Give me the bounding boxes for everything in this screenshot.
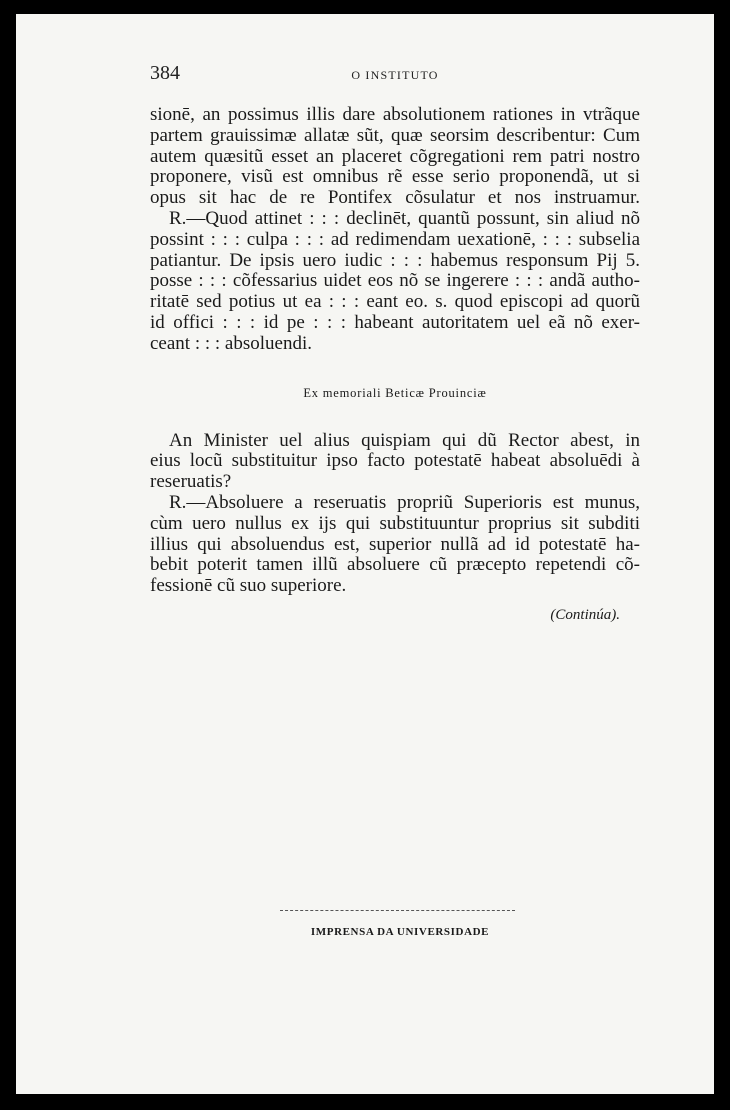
text-line: illius qui absoluendus est, superior nullã ad id potestatē ha- — [150, 534, 640, 555]
text-line: opus sit hac de re Pontifex cõsulatur et nos instruamur. — [150, 188, 640, 209]
section-heading: Ex memoriali Beticæ Prouinciæ — [303, 385, 487, 400]
text-line: partem grauissimæ allatæ sũt, quæ seorsim describentur: Cum — [150, 125, 640, 146]
running-title: O INSTITUTO — [351, 68, 439, 82]
page-number: 384 — [150, 62, 180, 84]
text-line: cùm uero nullus ex ijs qui substituuntur proprius sit subditi — [150, 513, 640, 534]
text-line: fessionē cũ suo superiore. — [150, 576, 347, 597]
paragraph-1 — [150, 105, 640, 209]
text-line: autem quæsitũ esset an placeret cõgregationi rem patri nostro — [150, 146, 640, 167]
imprint: IMPRENSA DA UNIVERSIDADE — [310, 926, 490, 938]
text-line: proponere, visũ est omnibus rẽ esse serio proponendã, ut si — [150, 167, 640, 188]
body-text — [150, 105, 640, 624]
paragraph-2 — [150, 209, 640, 355]
paragraph-4 — [150, 493, 640, 597]
text-line: R.—Absoluere a reseruatis propriũ Superioris est munus, — [169, 492, 640, 513]
text-line: possint : : : culpa : : : ad redimendam uexationē, : : : subselia — [150, 229, 640, 250]
text-line: R.—Quod attinet : : : declinēt, quantũ possunt, sin aliud nõ — [169, 208, 640, 229]
text-line: sionē, an possimus illis dare absolutionem rationes in vtrãque — [150, 105, 640, 125]
text-line: patiantur. De ipsis uero iudic : : : habemus responsum Pij 5. — [150, 250, 640, 271]
continuation-note: (Continúa). — [550, 606, 620, 623]
text-line: posse : : : cõfessarius uidet eos nõ se ingerere : : : andã autho- — [150, 271, 640, 292]
text-line: ritatē sed potius ut ea : : : eant eo. s. quod episcopi ad quorũ — [150, 292, 640, 313]
paragraph-3 — [150, 431, 640, 493]
text-line: eius locũ substituitur ipso facto potestatē habeat absoluēdi à — [150, 451, 640, 472]
text-line: An Minister uel alius quispiam qui dũ Rector abest, in — [169, 430, 640, 451]
text-line: reseruatis? — [150, 472, 232, 493]
text-line: bebit poterit tamen illũ absoluere cũ præcepto repetendi cõ- — [150, 555, 640, 576]
text-line: ceant : : : absoluendi. — [150, 333, 312, 354]
text-line: id offici : : : id pe : : : habeant autoritatem uel eã nõ exer- — [150, 312, 640, 333]
footer-rule — [280, 910, 515, 911]
page-header — [150, 62, 640, 86]
